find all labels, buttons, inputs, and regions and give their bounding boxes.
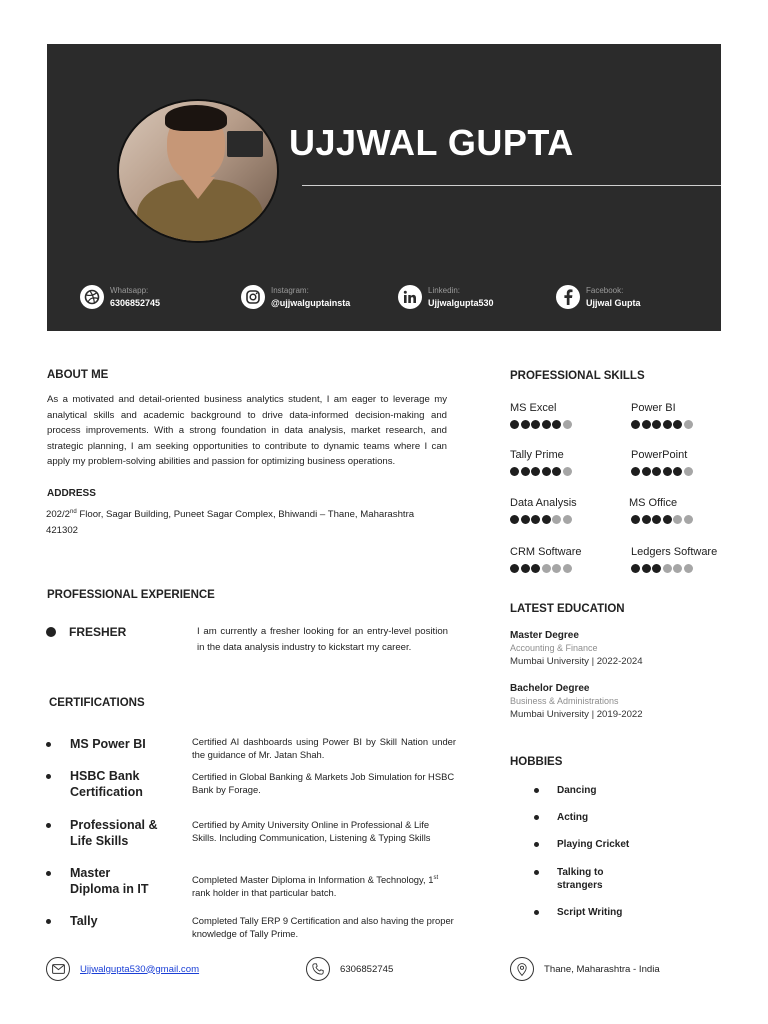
contact-linkedin[interactable]: Linkedin: Ujjwalgupta530 (398, 284, 494, 310)
hobbies-heading: HOBBIES (510, 756, 563, 768)
phone-number: 6306852745 (340, 963, 394, 975)
about-text: As a motivated and detail-oriented business analytics student, I am eager to leverage my analytical skills and academic background to drive data-informed decision-making and process improvements. With a strong foundation in data analysis, market research, and strategic planning, I am seeking opportunities to contribute to dynamic teams where I can apply my problem-solving abilities and passion for optimizing business operations. (47, 394, 447, 467)
rating-dot-filled (552, 467, 561, 476)
linkedin-icon (398, 285, 422, 309)
rating-dot-empty (552, 515, 561, 524)
rating-dot-filled (542, 420, 551, 429)
skill-item (631, 402, 693, 429)
skill-item (631, 546, 717, 573)
location-text: Thane, Maharashtra - India (544, 963, 660, 975)
skill-item (629, 497, 693, 524)
rating-dot-empty (563, 564, 572, 573)
rating-dot-filled (631, 564, 640, 573)
rating-dot-filled (542, 467, 551, 476)
education-item: Master Degree Accounting & Finance Mumbai University | 2022-2024 (510, 630, 643, 667)
experience-heading: PROFESSIONAL EXPERIENCE (47, 589, 215, 601)
rating-dot-empty (563, 467, 572, 476)
contact-facebook[interactable]: Facebook: Ujjwal Gupta (556, 284, 641, 310)
facebook-icon (556, 285, 580, 309)
rating-dot-filled (631, 467, 640, 476)
experience-bullet (46, 627, 56, 637)
rating-dot-filled (510, 467, 519, 476)
rating-dot-empty (542, 564, 551, 573)
skill-name: Power BI (631, 402, 676, 414)
rating-dot-filled (531, 420, 540, 429)
email-link[interactable]: Ujjwalgupta530@gmail.com (80, 963, 200, 975)
rating-dot-filled (663, 515, 672, 524)
rating-dot-filled (642, 467, 651, 476)
rating-dot-filled (510, 564, 519, 573)
rating-dot-filled (673, 420, 682, 429)
rating-dot-filled (521, 564, 530, 573)
skill-name: MS Excel (510, 402, 557, 414)
rating-dot-filled (652, 515, 661, 524)
rating-dot-filled (531, 515, 540, 524)
footer-phone (306, 957, 393, 981)
rating-dot-empty (563, 420, 572, 429)
rating-dot-filled (531, 564, 540, 573)
skill-rating (510, 564, 582, 573)
education-heading: LATEST EDUCATION (510, 603, 625, 615)
profile-photo (117, 99, 279, 243)
rating-dot-filled (642, 420, 651, 429)
rating-dot-empty (563, 515, 572, 524)
footer-email (46, 957, 199, 981)
rating-dot-filled (642, 564, 651, 573)
rating-dot-filled (663, 467, 672, 476)
rating-dot-filled (510, 420, 519, 429)
rating-dot-empty (684, 420, 693, 429)
rating-dot-filled (521, 420, 530, 429)
skill-name: PowerPoint (631, 449, 688, 461)
skill-rating (510, 420, 572, 429)
name-divider (302, 185, 721, 186)
rating-dot-empty (684, 515, 693, 524)
rating-dot-empty (552, 564, 561, 573)
rating-dot-empty (673, 515, 682, 524)
rating-dot-filled (521, 467, 530, 476)
mail-icon (46, 957, 70, 981)
phone-icon (306, 957, 330, 981)
about-heading: ABOUT ME (47, 369, 109, 381)
skill-rating (631, 564, 717, 573)
dribbble-icon (80, 285, 104, 309)
skill-item (510, 449, 572, 476)
location-pin-icon (510, 957, 534, 981)
rating-dot-filled (631, 420, 640, 429)
skill-rating (631, 420, 693, 429)
skill-name: Ledgers Software (631, 546, 718, 558)
rating-dot-filled (542, 515, 551, 524)
rating-dot-filled (552, 420, 561, 429)
rating-dot-filled (652, 564, 661, 573)
experience-text: I am currently a fresher looking for an entry-level position in the data analysis industry to kickstart my career. (197, 626, 448, 653)
skill-item (631, 449, 693, 476)
skill-item (510, 402, 572, 429)
rating-dot-filled (521, 515, 530, 524)
skill-rating (510, 515, 577, 524)
rating-dot-filled (663, 420, 672, 429)
skills-heading: PROFESSIONAL SKILLS (510, 370, 645, 382)
contact-whatsapp[interactable]: Whatsapp: 6306852745 (80, 284, 160, 310)
skill-name: Tally Prime (510, 449, 564, 461)
rating-dot-filled (642, 515, 651, 524)
rating-dot-empty (673, 564, 682, 573)
instagram-icon (241, 285, 265, 309)
contact-instagram[interactable]: Instagram: @ujjwalguptainsta (241, 284, 350, 310)
skill-item (510, 546, 582, 573)
skill-rating (631, 515, 693, 524)
rating-dot-filled (652, 467, 661, 476)
skill-name: MS Office (629, 497, 678, 509)
person-name: UJJWAL GUPTA (289, 122, 574, 163)
address-heading: ADDRESS (47, 488, 96, 499)
footer-location (510, 957, 660, 981)
skill-rating (510, 467, 572, 476)
rating-dot-filled (631, 515, 640, 524)
rating-dot-empty (684, 467, 693, 476)
skill-item (510, 497, 577, 524)
rating-dot-filled (652, 420, 661, 429)
education-item: Bachelor Degree Business & Administrations Mumbai University | 2019-2022 (510, 683, 643, 720)
skill-rating (631, 467, 693, 476)
skill-name: CRM Software (510, 546, 582, 558)
address-text: 202/2nd Floor, Sagar Building, Puneet Sagar Complex, Bhiwandi – Thane, Maharashtra 421302 (46, 509, 415, 536)
rating-dot-empty (663, 564, 672, 573)
certifications-heading: CERTIFICATIONS (49, 697, 145, 709)
header-banner (47, 44, 721, 331)
rating-dot-filled (510, 515, 519, 524)
rating-dot-filled (531, 467, 540, 476)
rating-dot-empty (684, 564, 693, 573)
skill-name: Data Analysis (510, 497, 577, 509)
experience-title: FRESHER (69, 625, 127, 639)
rating-dot-filled (673, 467, 682, 476)
